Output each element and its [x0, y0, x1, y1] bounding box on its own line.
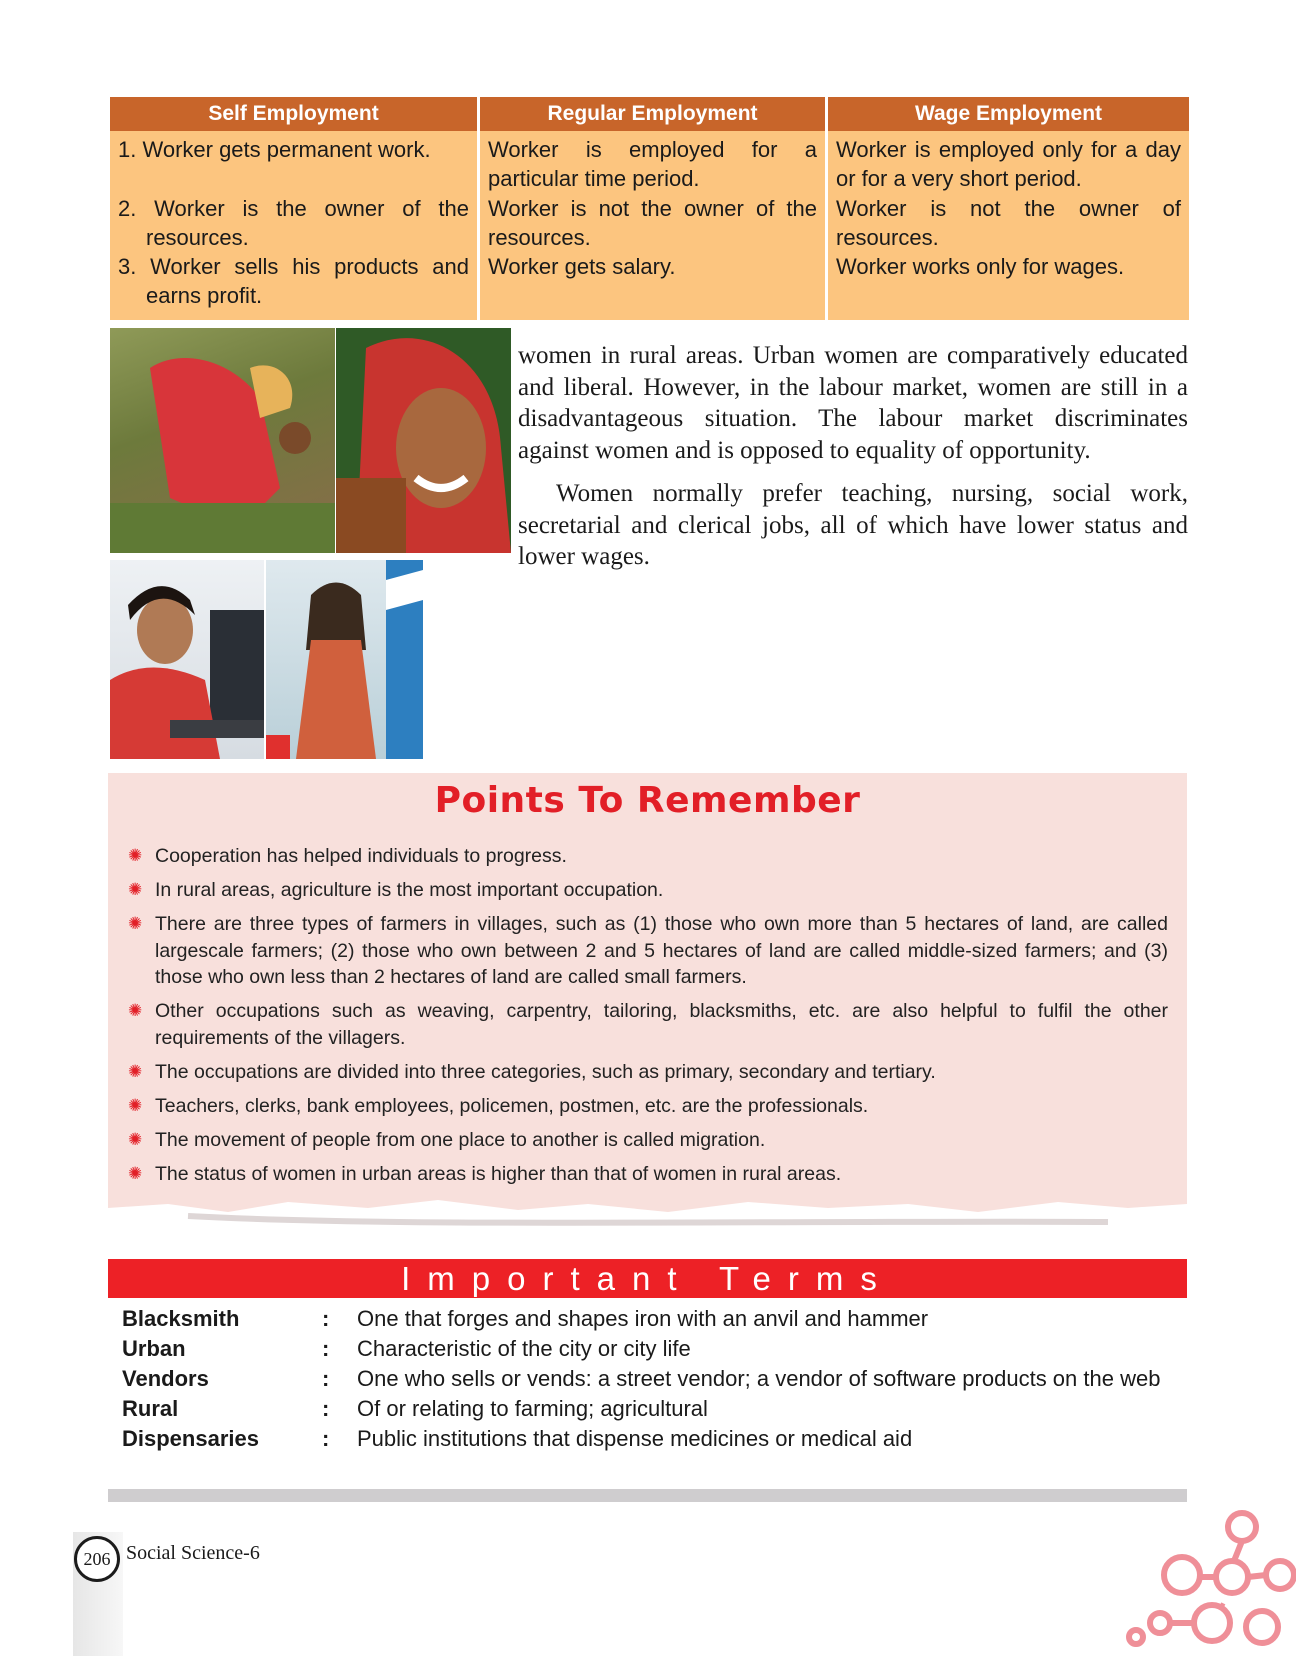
self-employment-column: [110, 97, 477, 320]
column-header: Wage Employment: [828, 97, 1189, 131]
table-cell: 2. Worker is the owner of the resources.: [118, 196, 469, 250]
list-item: ✺ There are three types of farmers in villages, such as (1) those who own more than 5 hectares of land, are called largescale farmers; (2) those who own between 2 and 5 hectares of land are called middle-sized farmers; and (3) those who own less than 2 hectares of land are called small farmers.: [128, 913, 1168, 988]
glossary-table: [122, 1304, 1182, 1454]
list-item: ✺ Other occupations such as weaving, carpentry, tailoring, blacksmiths, etc. are also helpful to fulfil the other requirements of the villagers.: [128, 1000, 1168, 1049]
term-definition: Of or relating to farming; agricultural: [357, 1396, 708, 1421]
column-header: Regular Employment: [480, 97, 825, 131]
term-name: Blacksmith: [122, 1306, 240, 1331]
table-cell: 1. Worker gets permanent work.: [118, 137, 431, 162]
asterisk-bullet-icon: ✺: [128, 1061, 143, 1081]
asterisk-bullet-icon: ✺: [128, 1001, 143, 1020]
points-title: Points To Remember: [434, 780, 861, 821]
photo-woman-farming: [110, 328, 335, 553]
asterisk-bullet-icon: ✺: [128, 1129, 143, 1149]
term-name: Rural: [122, 1396, 179, 1421]
term-separator: :: [322, 1396, 330, 1421]
photo-woman-city: [266, 560, 423, 759]
term-definition: One who sells or vends: a street vendor; a vendor of software products on the web: [357, 1366, 1161, 1391]
glossary-row: [122, 1304, 1182, 1334]
term-separator: :: [322, 1426, 330, 1451]
points-list: [128, 843, 1168, 1195]
photo-smiling-woman: [336, 328, 511, 553]
important-terms-heading: Important Terms: [108, 1259, 1187, 1298]
page-number: 206: [74, 1536, 120, 1582]
term-separator: :: [322, 1306, 330, 1331]
term-separator: :: [322, 1366, 330, 1391]
photo-woman-computer: [110, 560, 264, 759]
term-name: Vendors: [122, 1366, 209, 1391]
table-cell: Worker works only for wages.: [836, 254, 1125, 279]
employment-comparison-table: [110, 97, 1189, 320]
asterisk-bullet-icon: ✺: [128, 846, 143, 865]
list-item: ✺ The movement of people from one place to another is called migration.: [128, 1127, 1168, 1154]
list-item: ✺ Cooperation has helped individuals to progress.: [128, 843, 1168, 870]
glossary-row: [122, 1364, 1182, 1394]
paragraph: Women normally prefer teaching, nursing, social work, secretarial and clerical jobs, all of which have lower status and lower wages.: [518, 480, 1188, 570]
asterisk-bullet-icon: ✺: [128, 914, 143, 933]
table-cell: Worker is employed only for a day or for a very short period.: [836, 137, 1181, 191]
glossary-row: [122, 1424, 1182, 1454]
list-item: ✺ Teachers, clerks, bank employees, policemen, postmen, etc. are the professionals.: [128, 1093, 1168, 1120]
table-cell: Worker gets salary.: [488, 254, 676, 279]
divider: [108, 1489, 1187, 1502]
term-definition: One that forges and shapes iron with an anvil and hammer: [357, 1306, 929, 1331]
table-cell: Worker is not the owner of the resources.: [488, 196, 817, 250]
term-name: Dispensaries: [122, 1426, 259, 1451]
term-name: Urban: [122, 1336, 186, 1361]
term-separator: :: [322, 1336, 330, 1361]
asterisk-bullet-icon: ✺: [128, 1163, 143, 1183]
glossary-row: [122, 1394, 1182, 1424]
body-text: [518, 340, 1188, 573]
list-item: ✺ In rural areas, agriculture is the most important occupation.: [128, 877, 1168, 904]
table-cell: Worker is employed for a particular time period.: [488, 137, 817, 191]
table-cell: Worker is not the owner of resources.: [836, 196, 1181, 250]
column-header: Self Employment: [110, 97, 477, 131]
glossary-row: [122, 1334, 1182, 1364]
asterisk-bullet-icon: ✺: [128, 1095, 143, 1115]
asterisk-bullet-icon: ✺: [128, 880, 143, 899]
table-cell: 3. Worker sells his products and earns profit.: [118, 254, 469, 308]
term-definition: Public institutions that dispense medicines or medical aid: [357, 1426, 913, 1451]
term-definition: Characteristic of the city or city life: [357, 1336, 691, 1361]
regular-employment-column: [480, 97, 825, 320]
wage-employment-column: [828, 97, 1189, 320]
running-title: Social Science-6: [126, 1542, 260, 1564]
paragraph: women in rural areas. Urban women are comparatively educated and liberal. However, in the labour market, women are still in a disadvantageous situation. The labour market discriminates against women and is opposed to equality of opportunity.: [518, 342, 1188, 464]
list-item: ✺ The status of women in urban areas is higher than that of women in rural areas.: [128, 1161, 1168, 1188]
decorative-circles-icon: [1120, 1505, 1296, 1656]
list-item: ✺ The occupations are divided into three categories, such as primary, secondary and tertiary.: [128, 1059, 1168, 1086]
